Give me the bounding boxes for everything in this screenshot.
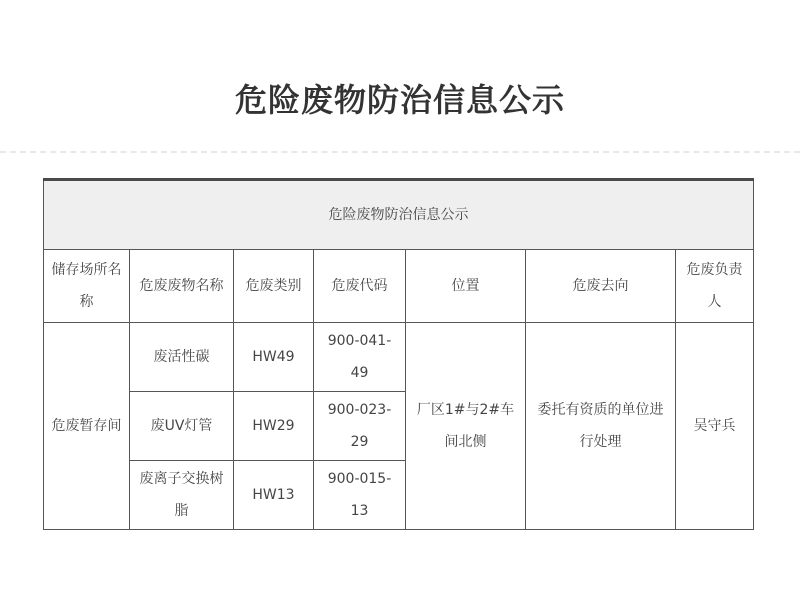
header-waste-category: 危废类别 — [234, 250, 314, 323]
waste-code-cell: 900-041-49 — [314, 323, 406, 392]
header-waste-name: 危废废物名称 — [130, 250, 234, 323]
page-title: 危险废物防治信息公示 — [234, 81, 565, 119]
header-responsible: 危废负责人 — [676, 250, 754, 323]
responsible-cell: 吴守兵 — [676, 323, 754, 530]
header-storage-location: 储存场所名称 — [44, 250, 130, 323]
table-caption: 危险废物防治信息公示 — [44, 180, 754, 250]
waste-name-cell: 废离子交换树脂 — [130, 461, 234, 530]
table-caption-row — [44, 180, 754, 250]
position-cell: 厂区1#与2#车间北侧 — [406, 323, 526, 530]
waste-category-cell: HW29 — [234, 392, 314, 461]
table-row — [44, 323, 754, 392]
waste-code-cell: 900-015-13 — [314, 461, 406, 530]
dashed-divider — [0, 151, 800, 153]
waste-name-cell: 废UV灯管 — [130, 392, 234, 461]
waste-name-cell: 废活性碳 — [130, 323, 234, 392]
header-destination: 危废去向 — [526, 250, 676, 323]
hazardous-waste-table — [43, 178, 754, 530]
destination-cell: 委托有资质的单位进行处理 — [526, 323, 676, 530]
storage-location-cell: 危废暂存间 — [44, 323, 130, 530]
header-waste-code: 危废代码 — [314, 250, 406, 323]
header-position: 位置 — [406, 250, 526, 323]
table-header-row — [44, 250, 754, 323]
waste-category-cell: HW49 — [234, 323, 314, 392]
table-container — [43, 178, 800, 530]
waste-code-cell: 900-023-29 — [314, 392, 406, 461]
waste-category-cell: HW13 — [234, 461, 314, 530]
